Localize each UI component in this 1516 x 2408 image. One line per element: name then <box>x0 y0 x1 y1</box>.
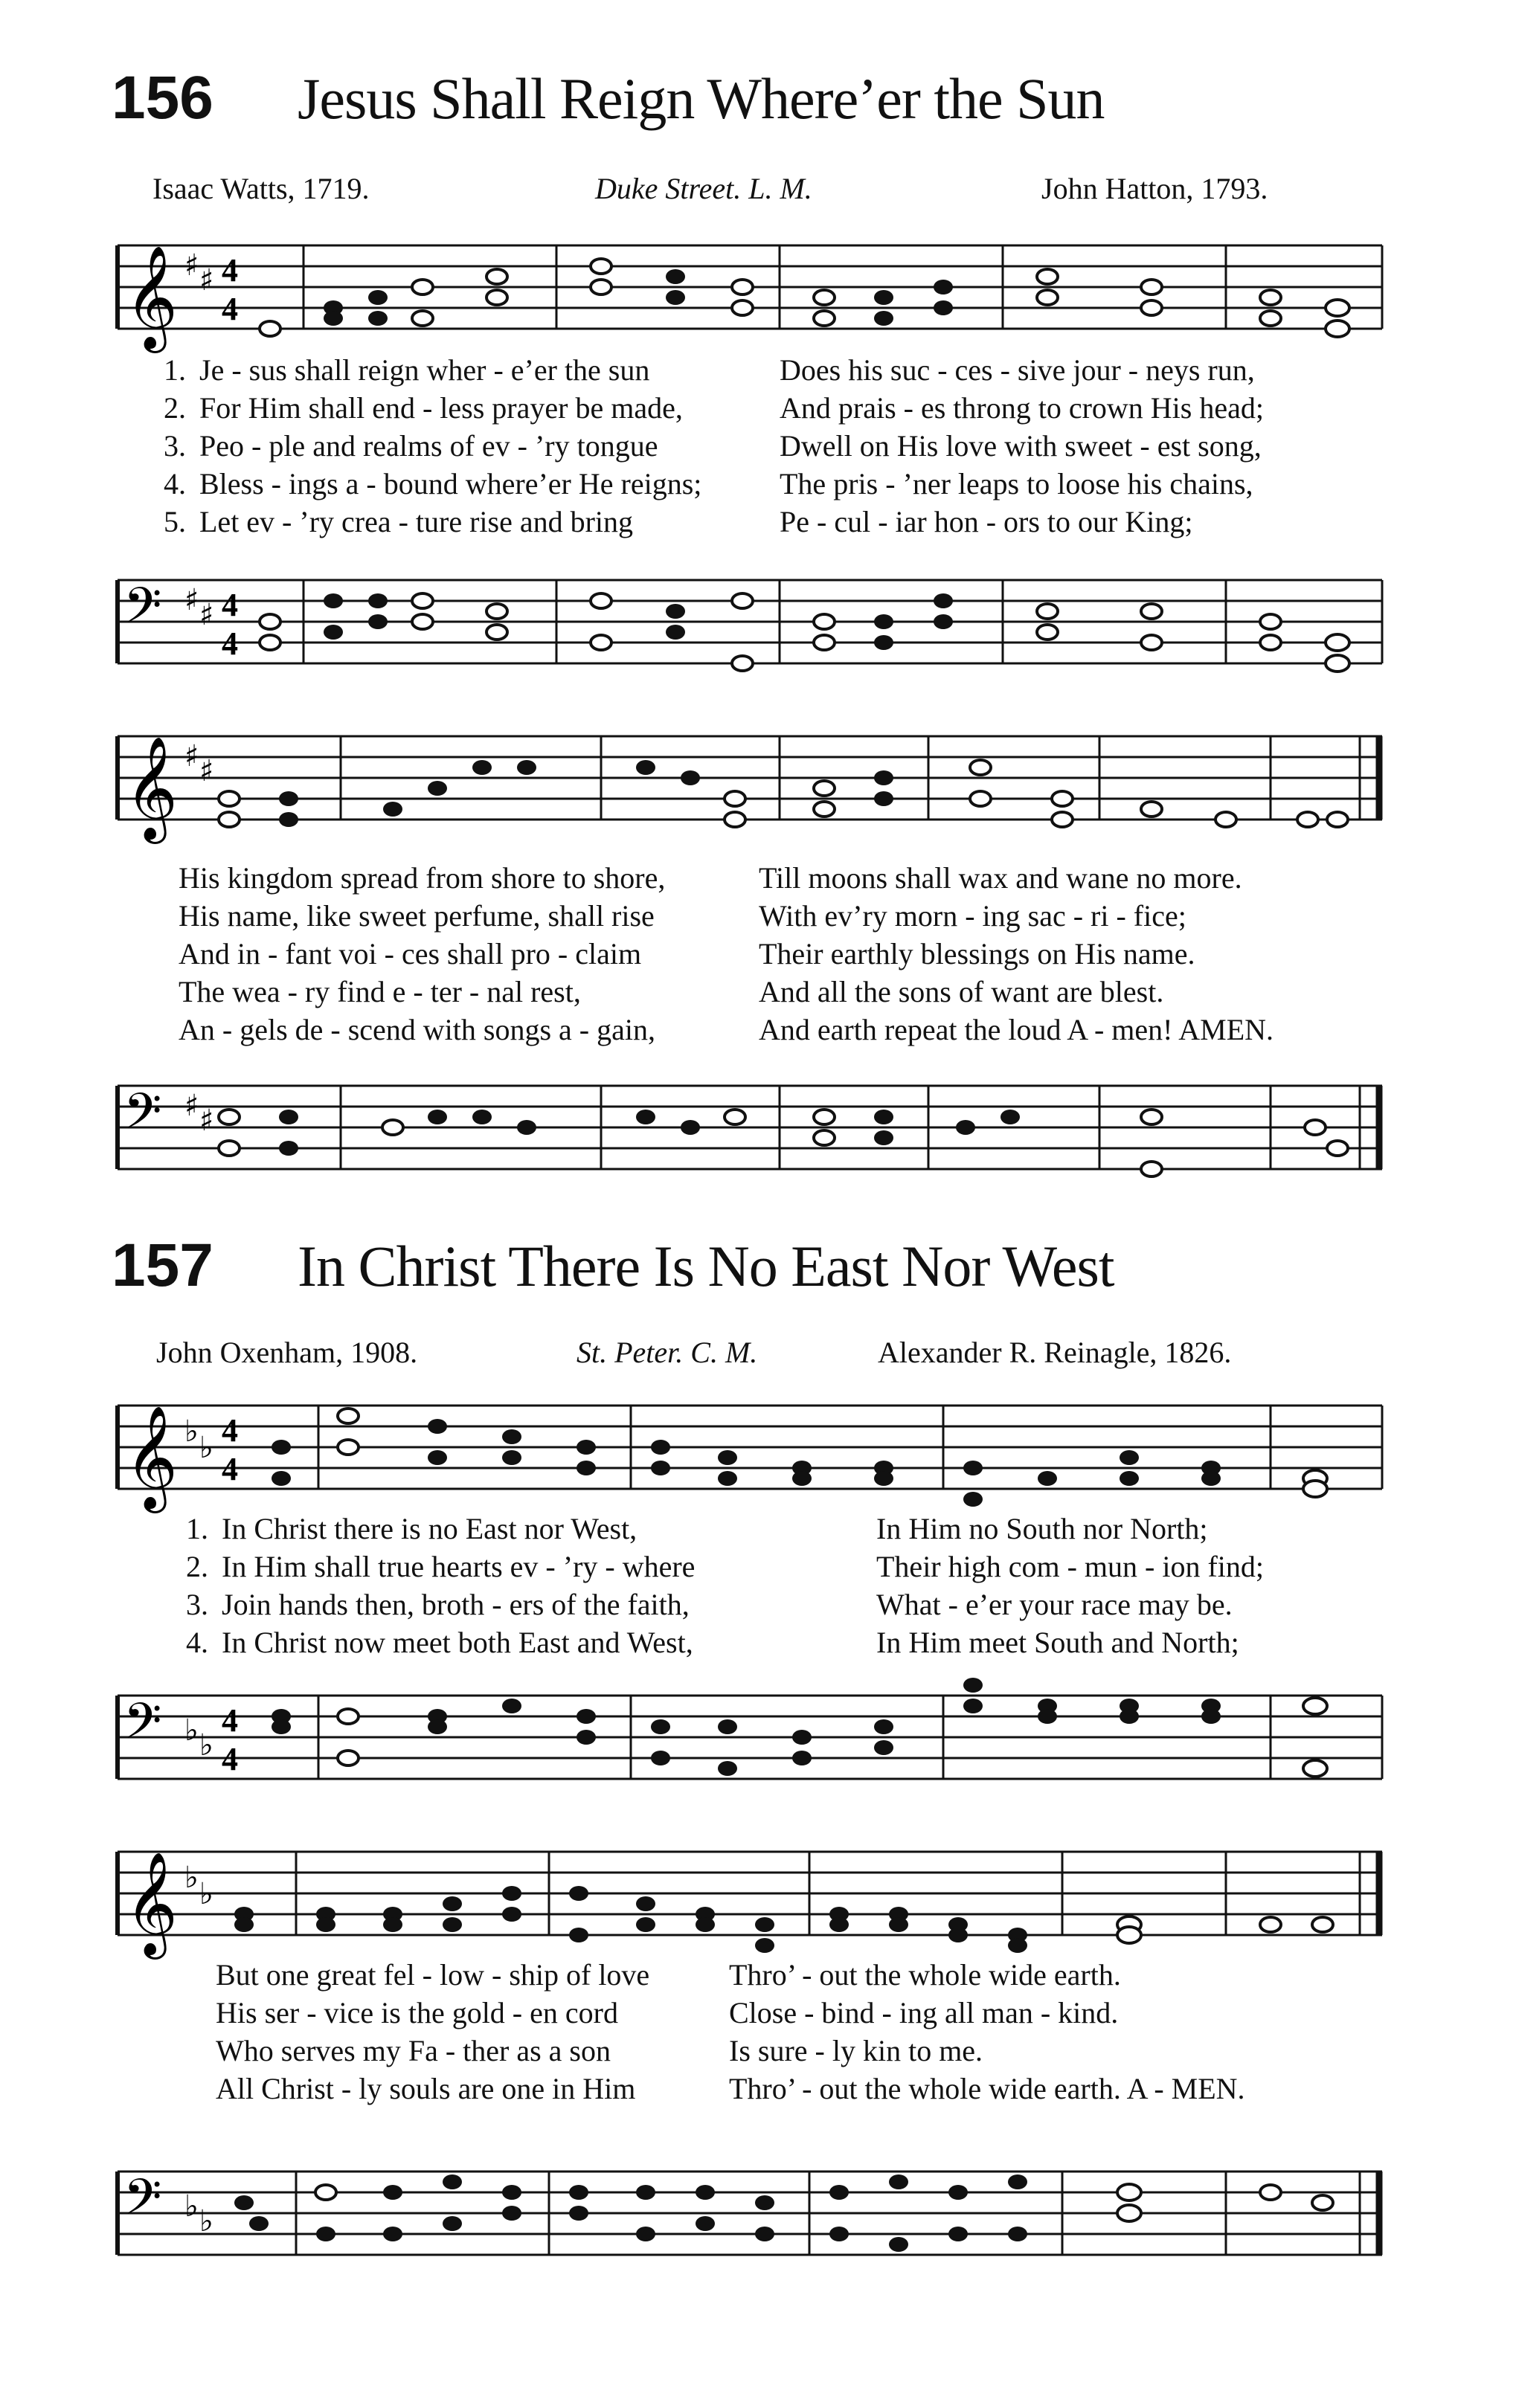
svg-text:♭: ♭ <box>199 2204 213 2238</box>
svg-text:4: 4 <box>222 1741 238 1777</box>
music-composer: Alexander R. Reinagle, 1826. <box>878 1336 1232 1369</box>
svg-text:♭: ♭ <box>199 1877 213 1911</box>
svg-text:4: 4 <box>222 587 238 623</box>
bass-clef-icon: 𝄢 <box>123 577 162 646</box>
verse-row: 1. In Christ there is no East nor West, In Him no South nor North; <box>186 1512 1208 1545</box>
treble-clef-icon: 𝄞 <box>125 736 178 840</box>
svg-text:♭: ♭ <box>184 2189 199 2224</box>
hymn-157-verses-line-2 <box>216 1956 1245 2108</box>
verse-row: His name, like sweet perfume, shall rise With ev’ry morn - ing sac - ri - fice; <box>179 899 1186 933</box>
bass-staff <box>110 2142 1390 2291</box>
svg-text:♭: ♭ <box>184 1861 199 1895</box>
hymn-number: 157 <box>112 1232 213 1299</box>
verse-row: 4. Bless - ings a - bound where’er He reigns; The pris - ’ner leaps to loose his chains, <box>164 467 1253 500</box>
words-author: John Oxenham, 1908. <box>156 1336 418 1369</box>
bass-staff <box>110 550 1390 692</box>
treble-clef-icon: 𝄞 <box>125 245 178 349</box>
verse-row: 1. Je - sus shall reign wher - e’er the sun Does his suc - ces - sive jour - neys run, <box>164 353 1255 387</box>
verse-row: The wea - ry find e - ter - nal rest, And all the sons of want are blest. <box>179 975 1164 1008</box>
svg-text:4: 4 <box>222 1702 238 1739</box>
svg-text:4: 4 <box>222 291 238 327</box>
verse-row: Who serves my Fa - ther as a son Is sure - ly kin to me. <box>216 2034 983 2067</box>
treble-staff <box>110 714 1390 863</box>
verse-row: 3. Peo - ple and realms of ev - ’ry tongue Dwell on His love with sweet - est song, <box>164 429 1262 463</box>
svg-text:♯: ♯ <box>184 248 199 283</box>
hymn-157-verses-line-1 <box>186 1510 1264 1661</box>
svg-text:♯: ♯ <box>184 583 199 617</box>
svg-text:4: 4 <box>222 625 238 662</box>
bass-staff <box>110 1666 1390 1807</box>
verse-row: But one great fel - low - ship of love Thro’ - out the whole wide earth. <box>216 1958 1121 1992</box>
svg-text:4: 4 <box>222 1412 238 1449</box>
svg-text:♭: ♭ <box>199 1728 213 1762</box>
verse-row: 3. Join hands then, broth - ers of the faith, What - e’er your race may be. <box>186 1588 1233 1621</box>
tune-name: Duke Street. L. M. <box>595 172 812 205</box>
music-composer: John Hatton, 1793. <box>1041 172 1268 205</box>
verse-row: All Christ - ly souls are one in Him Thro’ - out the whole wide earth. A - MEN. <box>216 2072 1245 2105</box>
hymn-157-credits <box>112 1335 1376 1380</box>
verse-row: His kingdom spread from shore to shore, Till moons shall wax and wane no more. <box>179 861 1242 895</box>
treble-clef-icon: 𝄞 <box>125 1406 178 1509</box>
bass-staff <box>110 1056 1390 1205</box>
treble-clef-icon: 𝄞 <box>125 1852 178 1955</box>
words-author: Isaac Watts, 1719. <box>152 172 370 205</box>
verse-row: 2. In Him shall true hearts ev - ’ry - where Their high com - mun - ion find; <box>186 1550 1265 1583</box>
hymn-title: Jesus Shall Reign Where’er the Sun <box>298 66 1105 131</box>
hymn-157-heading <box>112 1231 1114 1301</box>
svg-text:4: 4 <box>222 1451 238 1487</box>
svg-text:♯: ♯ <box>199 1104 214 1138</box>
bass-clef-icon: 𝄢 <box>123 2169 162 2238</box>
bass-clef-icon: 𝄢 <box>123 1693 162 1762</box>
hymn-156-heading <box>112 63 1105 133</box>
svg-text:♯: ♯ <box>199 263 214 297</box>
svg-text:♭: ♭ <box>184 1713 199 1748</box>
verse-row: An - gels de - scend with songs a - gain, And earth repeat the loud A - men! AMEN. <box>179 1013 1274 1046</box>
verse-row: 4. In Christ now meet both East and West, In Him meet South and North; <box>186 1626 1239 1659</box>
svg-text:♯: ♯ <box>199 754 214 788</box>
verse-row: And in - fant voi - ces shall pro - claim Their earthly blessings on His name. <box>179 937 1195 970</box>
tune-name: St. Peter. C. M. <box>576 1336 758 1369</box>
verse-row: His ser - vice is the gold - en cord Close - bind - ing all man - kind. <box>216 1996 1119 2029</box>
svg-text:♯: ♯ <box>184 1089 199 1123</box>
treble-staff <box>110 1383 1390 1517</box>
svg-text:♭: ♭ <box>199 1431 213 1465</box>
hymn-number: 156 <box>112 64 213 132</box>
hymn-156-verses-line-2 <box>179 859 1273 1049</box>
svg-text:♭: ♭ <box>184 1414 199 1449</box>
verse-row: 5. Let ev - ’ry crea - ture rise and bring Pe - cul - iar hon - ors to our King; <box>164 505 1193 538</box>
treble-staff <box>110 1829 1390 1971</box>
svg-text:♯: ♯ <box>199 598 214 632</box>
treble-staff <box>110 223 1390 372</box>
hymn-156-verses-line-1 <box>164 351 1264 541</box>
bass-clef-icon: 𝄢 <box>123 1083 162 1152</box>
svg-text:4: 4 <box>222 252 238 289</box>
svg-text:♯: ♯ <box>184 739 199 773</box>
hymn-156-credits <box>112 171 1376 216</box>
hymn-title: In Christ There Is No East Nor West <box>298 1234 1114 1298</box>
verse-row: 2. For Him shall end - less prayer be made, And prais - es throng to crown His head; <box>164 391 1264 425</box>
